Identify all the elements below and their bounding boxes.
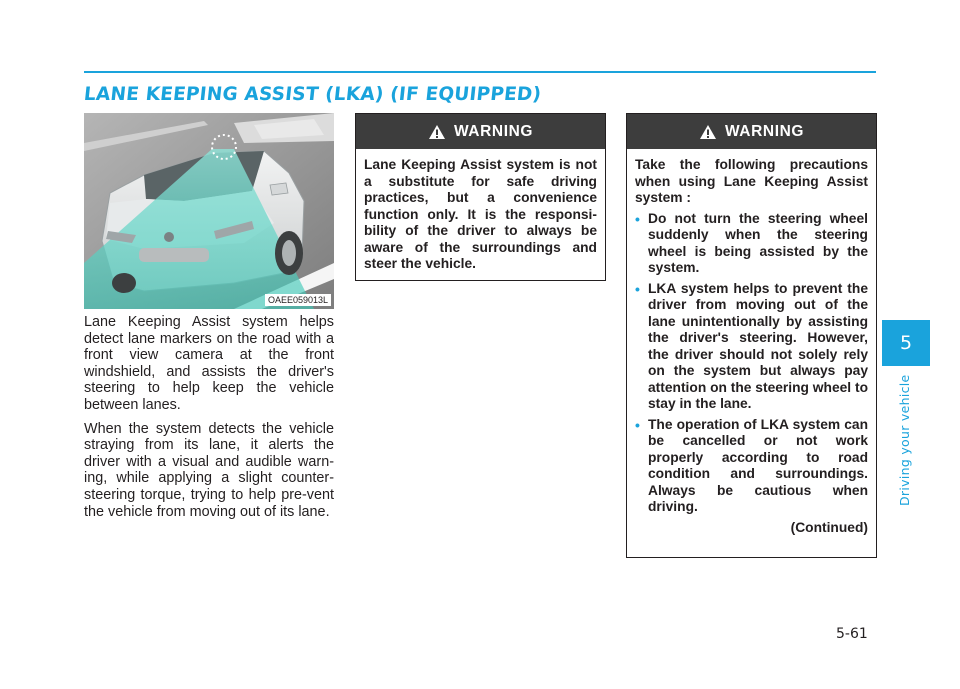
chapter-number: 5 bbox=[899, 332, 913, 354]
chapter-label: Driving your vehicle bbox=[897, 374, 912, 506]
warning-header bbox=[627, 114, 876, 149]
warning-body bbox=[627, 149, 876, 544]
warning-triangle-icon bbox=[428, 124, 446, 140]
body-paragraph-2: When the system detects the vehicle straying from its lane, it alerts the driver with a visual and audible warn-ing, while applying a slight counter-steering torque, trying to help pre-vent the vehicle from moving out of its lane. bbox=[84, 420, 334, 520]
list-item: • The operation of LKA system can be cancelled or not work properly according to road condition and surroundings. Always be cautious when driving. bbox=[635, 416, 868, 514]
page-number: 5-61 bbox=[836, 626, 868, 642]
lka-figure bbox=[84, 113, 334, 309]
body-paragraph-1: Lane Keeping Assist system helps detect lane markers on the road with a front view camera at the front windshield, and assists the driver's steering to help keep the vehicle between lanes. bbox=[84, 314, 334, 413]
body-text bbox=[84, 314, 334, 527]
warning-body bbox=[356, 149, 605, 281]
warning-text: Lane Keeping Assist system is not a substitute for safe driving practices, but a convenience function only. It is the responsi-bility of the driver to always be aware of the surroundings and steer the vehicle. bbox=[364, 157, 597, 271]
bullet-dot-icon: • bbox=[635, 280, 640, 297]
warning-header bbox=[356, 114, 605, 149]
warning-triangle-icon bbox=[699, 124, 717, 140]
list-item: • Do not turn the steering wheel suddenly when the steering wheel is being assisted by the system. bbox=[635, 210, 868, 275]
header-rule bbox=[84, 71, 876, 73]
section-title: LANE KEEPING ASSIST (LKA) (IF EQUIPPED) bbox=[82, 84, 543, 105]
warning-box-2 bbox=[626, 113, 877, 558]
warning-intro: Take the following precautions when using Lane Keeping Assist system : bbox=[635, 157, 868, 205]
car-illustration bbox=[84, 113, 334, 309]
precaution-list bbox=[635, 211, 868, 516]
continued-label: (Continued) bbox=[790, 519, 868, 535]
bullet-dot-icon: • bbox=[635, 210, 640, 227]
bullet-dot-icon: • bbox=[635, 416, 640, 433]
figure-code: OAEE059013L bbox=[265, 294, 331, 306]
chapter-tab bbox=[882, 320, 930, 366]
list-item: • LKA system helps to prevent the driver from moving out of the lane unintentionally by assisting the driver's steering. However, the driver should not solely rely on the system but always pay attention on the steering wheel to stay in the lane. bbox=[635, 280, 868, 411]
warning-title: WARNING bbox=[453, 122, 534, 140]
warning-title: WARNING bbox=[724, 122, 805, 140]
warning-box-1 bbox=[355, 113, 606, 281]
